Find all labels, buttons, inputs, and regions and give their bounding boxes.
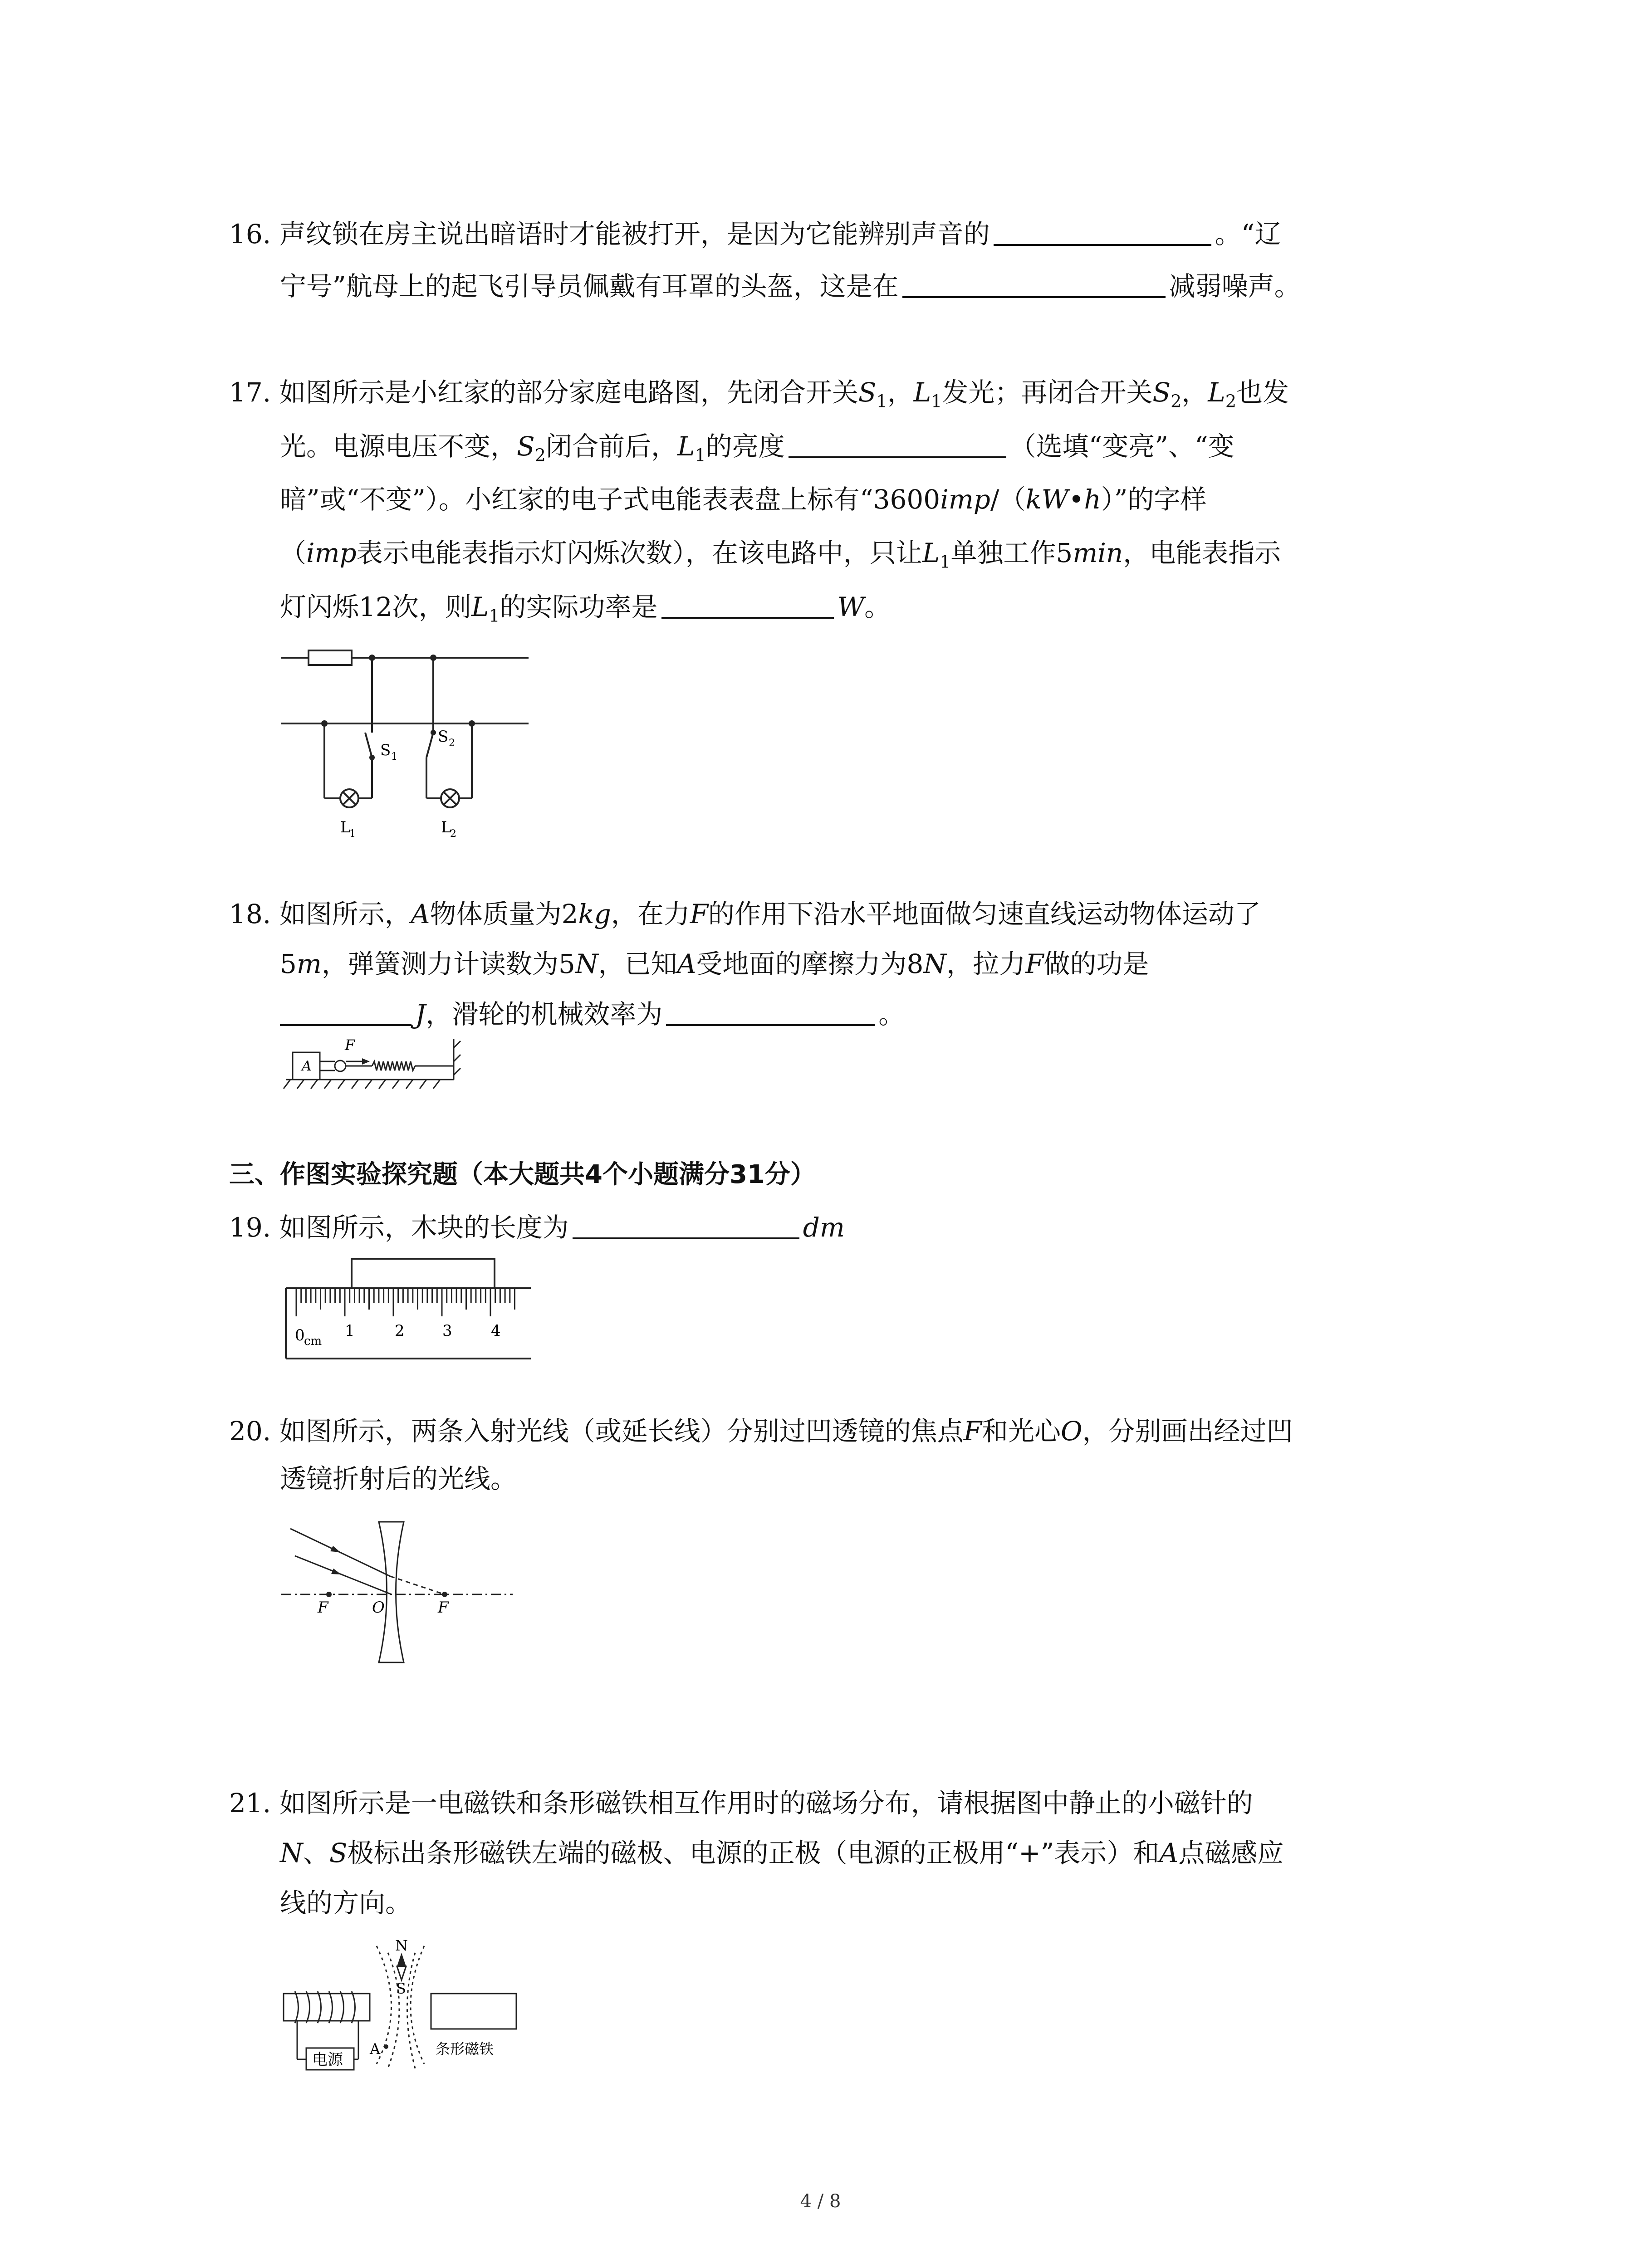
pulley-diagram (281, 1030, 463, 1093)
svg-text:O: O (372, 1598, 385, 1617)
q18-line-1: 18. 如图所示，A物体质量为2kg，在力F的作用下沿水平地面做匀速直线运动物体运动了 (229, 899, 1261, 929)
question-number: 17. (229, 377, 271, 408)
answer-blank[interactable] (280, 998, 411, 1026)
svg-text:条形磁铁: 条形磁铁 (436, 2040, 494, 2058)
circuit-diagram (281, 644, 535, 853)
section-title: 三、作图实验探究题（本大题共4个小题满分31分） (229, 1160, 816, 1189)
question-number: 21. (229, 1788, 271, 1818)
q18-line-3: J，滑轮的机械效率为 。 (280, 998, 905, 1030)
svg-text:2: 2 (395, 1322, 405, 1340)
q17-line-3: 暗”或“不变”）。小红家的电子式电能表表盘上标有“3600imp/（kW•h）”的字样 (280, 484, 1207, 515)
svg-text:N: N (395, 1937, 408, 1954)
svg-text:A: A (302, 1058, 312, 1074)
svg-text:1: 1 (391, 751, 397, 763)
svg-text:S: S (380, 741, 391, 759)
svg-text:cm: cm (304, 1334, 322, 1348)
q17-line-2: 光。电源电压不变，$S_2$闭合前后，$L_1$的亮度 （选填“变亮”、“变 (280, 431, 1234, 465)
concave-lens-diagram (281, 1515, 517, 1669)
q21-line-1: 21. 如图所示是一电磁铁和条形磁铁相互作用时的磁场分布，请根据图中静止的小磁针的 (229, 1788, 1253, 1818)
answer-blank[interactable] (666, 998, 875, 1026)
answer-blank[interactable] (902, 270, 1166, 298)
q18-line-2: 5m，弹簧测力计读数为5N，已知A受地面的摩擦力为8N，拉力F做的功是 (280, 948, 1149, 979)
svg-text:L: L (340, 818, 351, 836)
q20-line-2: 透镜折射后的光线。 (280, 1463, 517, 1494)
q21-line-2: N、S极标出条形磁铁左端的磁极、电源的正极（电源的正极用“+”表示）和A点磁感应 (280, 1838, 1284, 1868)
q16-line-1: 16. 声纹锁在房主说出暗语时才能被打开，是因为它能辨别声音的 。“辽 (229, 219, 1281, 249)
q19-line-1: 19. 如图所示，木块的长度为 dm (229, 1212, 845, 1243)
svg-text:F: F (438, 1598, 449, 1617)
answer-blank[interactable] (573, 1211, 799, 1239)
question-number: 20. (229, 1416, 271, 1447)
svg-text:3: 3 (442, 1322, 452, 1340)
q20-line-1: 20. 如图所示，两条入射光线（或延长线）分别过凹透镜的焦点F和光心O，分别画出经过凹 (229, 1416, 1293, 1447)
svg-text:4: 4 (491, 1322, 501, 1340)
q16-line-2: 宁号”航母上的起飞引导员佩戴有耳罩的头盔，这是在 减弱噪声。 (280, 271, 1301, 302)
question-number: 16. (229, 219, 271, 249)
q17-line-4: （imp表示电能表指示灯闪烁次数），在该电路中，只让$L_1$单独工作5min，电能表指示 (280, 538, 1281, 572)
svg-text:2: 2 (450, 828, 456, 840)
q21-line-3: 线的方向。 (280, 1887, 412, 1918)
svg-text:2: 2 (449, 738, 455, 749)
ruler-diagram (281, 1256, 535, 1365)
svg-text:1: 1 (345, 1322, 355, 1340)
svg-text:0: 0 (295, 1326, 305, 1344)
svg-text:电源: 电源 (312, 2051, 343, 2069)
svg-text:F: F (345, 1036, 355, 1054)
svg-text:L: L (441, 818, 451, 836)
svg-text:S: S (438, 728, 449, 746)
q17-line-5: 灯闪烁12次，则$L_1$的实际功率是 W。 (280, 591, 891, 626)
page-number: 4 / 8 (800, 2191, 841, 2212)
q17-line-1: 17. 如图所示是小红家的部分家庭电路图，先闭合开关$S_1$，$L_1$发光；再闭合开关$S_2$，$L_2$也发 (229, 377, 1289, 411)
answer-blank[interactable] (994, 218, 1211, 246)
electromagnet-diagram (279, 1928, 533, 2091)
svg-text:A: A (370, 2040, 381, 2058)
question-number: 18. (229, 899, 271, 929)
svg-text:S: S (396, 1980, 406, 1997)
question-number: 19. (229, 1212, 271, 1243)
answer-blank[interactable] (661, 591, 834, 619)
svg-text:F: F (318, 1598, 328, 1617)
svg-text:1: 1 (349, 828, 356, 840)
answer-blank[interactable] (789, 430, 1006, 458)
